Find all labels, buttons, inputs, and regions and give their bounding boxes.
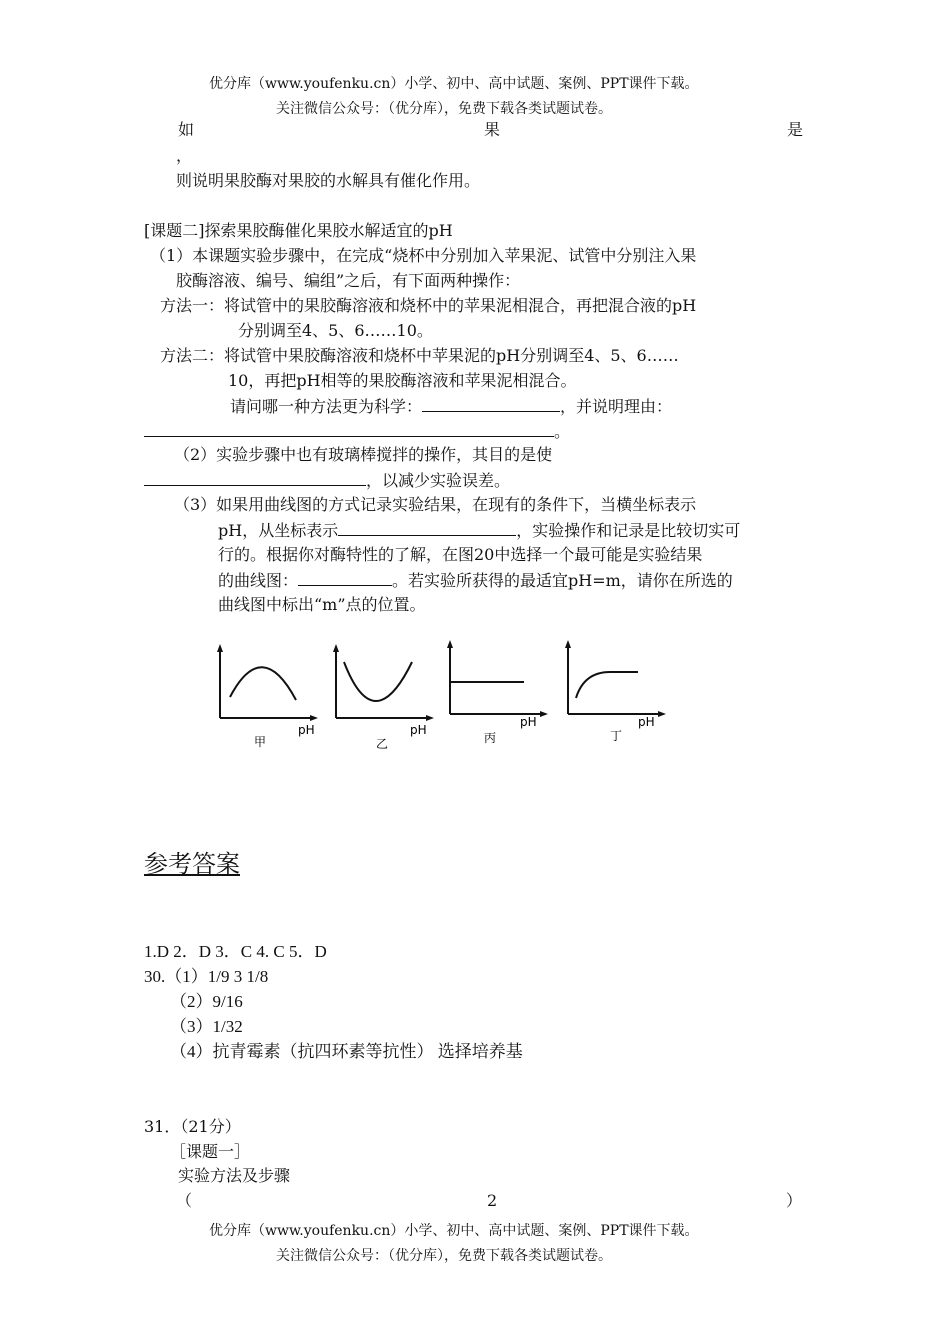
answers-title: 参考答案 (144, 852, 240, 878)
axis-label-ph-4: pH (638, 715, 655, 729)
graph-valley (326, 642, 436, 752)
q3-text-d2: 。若实验所获得的最适宜pH=m，请你在所选的 (392, 571, 733, 590)
text-comma: ， (176, 146, 193, 165)
q3-line-d (218, 569, 733, 592)
graph-arch (210, 642, 320, 752)
answer-q31: 31．（21分） (144, 1117, 241, 1136)
text-shi: 是 (787, 120, 804, 139)
graph-plateau (558, 638, 668, 748)
method1-line-a: 方法一：将试管中的果胶酶溶液和烧杯中的苹果泥相混合，再把混合液的pH (160, 296, 697, 315)
step-number: 2 (487, 1191, 498, 1210)
reason-line (144, 420, 570, 443)
answer-blank-curve[interactable] (298, 569, 392, 586)
method2-line-a: 方法二：将试管中果胶酶溶液和烧杯中苹果泥的pH分别调至4、5、6…… (160, 346, 679, 365)
ask-text-a: 请问哪一种方法更为科学： (230, 397, 423, 416)
q3-text-d1: 的曲线图： (218, 571, 299, 590)
answer-line-2: 30.（1）1/9 3 1/8 (144, 967, 269, 986)
conclusion-text: 则说明果胶酶对果胶的水解具有催化作用。 (176, 171, 481, 190)
answer-blank-reason[interactable] (144, 420, 554, 437)
answer-steps: 实验方法及步骤 (178, 1166, 291, 1185)
answer-line-5: （4）抗青霉素（抗四环素等抗性） 选择培养基 (170, 1042, 523, 1061)
q3-line-a: （3）如果用曲线图的方式记录实验结果，在现有的条件下，当横坐标表示 (174, 495, 697, 514)
ask-text-b: ，并说明理由： (560, 397, 673, 416)
paren-left: （ (176, 1191, 193, 1210)
header-line-2: 关注微信公众号：（优分库），免费下载各类试题试卷。 (276, 101, 612, 117)
q3-text-b1: pH，从坐标表示 (218, 521, 339, 540)
q2-line-a: （2）实验步骤中也有玻璃棒搅拌的操作，其目的是使 (174, 445, 553, 464)
answer-blank-method[interactable] (422, 395, 560, 412)
method1-line-b: 分别调至4、5、6……10。 (238, 321, 433, 340)
figure-label-jia: 甲 (254, 735, 267, 749)
axis-label-ph-1: pH (298, 723, 315, 737)
figure-jia (210, 642, 320, 752)
text-ru: 如 (178, 120, 195, 139)
figure-yi (326, 642, 436, 752)
answer-line-3: （2）9/16 (170, 992, 243, 1011)
q3-text-b2: ，实验操作和记录是比较切实可 (516, 521, 741, 540)
ask-line (230, 395, 672, 418)
q3-line-c: 行的。根据你对酶特性的了解，在图20中选择一个最可能是实验结果 (218, 545, 703, 564)
answer-line-1: 1.D 2．D 3．C 4. C 5．D (144, 942, 327, 961)
answer-topic1: ［课题一］ (170, 1142, 251, 1161)
text-guo: 果 (484, 120, 501, 139)
answer-blank-yaxis[interactable] (338, 519, 516, 536)
q3-line-e: 曲线图中标出“m”点的位置。 (218, 595, 426, 614)
figure-ding (558, 638, 668, 748)
method2-line-b: 10，再把pH相等的果胶酶溶液和苹果泥相混合。 (228, 371, 577, 390)
figure-bing (440, 638, 550, 748)
header-line-1: 优分库（www.youfenku.cn）小学、初中、高中试题、案例、PPT课件下载。 (209, 76, 699, 92)
figure-label-yi: 乙 (376, 737, 389, 751)
q2-text-b: ，以减少实验误差。 (366, 471, 511, 490)
figure-label-ding: 丁 (610, 729, 623, 743)
answer-line-4: （3）1/32 (170, 1017, 243, 1036)
axis-label-ph-3: pH (520, 715, 537, 729)
footer-line-1: 优分库（www.youfenku.cn）小学、初中、高中试题、案例、PPT课件下载。 (209, 1223, 699, 1239)
q1-line-a: （1）本课题实验步骤中，在完成“烧杯中分别加入苹果泥、试管中分别注入果 (150, 246, 697, 265)
q3-line-b (218, 519, 740, 542)
reason-period: 。 (554, 422, 571, 441)
topic2-title: [课题二]探索果胶酶催化果胶水解适宜的pH (144, 221, 453, 240)
graph-flat (440, 638, 550, 748)
q1-line-b: 胶酶溶液、编号、编组”之后，有下面两种操作： (176, 271, 521, 290)
paren-right: ） (786, 1191, 803, 1210)
axis-label-ph-2: pH (410, 723, 427, 737)
answer-blank-stir[interactable] (144, 469, 366, 486)
footer-line-2: 关注微信公众号：（优分库），免费下载各类试题试卷。 (276, 1248, 612, 1264)
q2-line-b (144, 469, 510, 492)
figure-label-bing: 丙 (484, 731, 497, 745)
